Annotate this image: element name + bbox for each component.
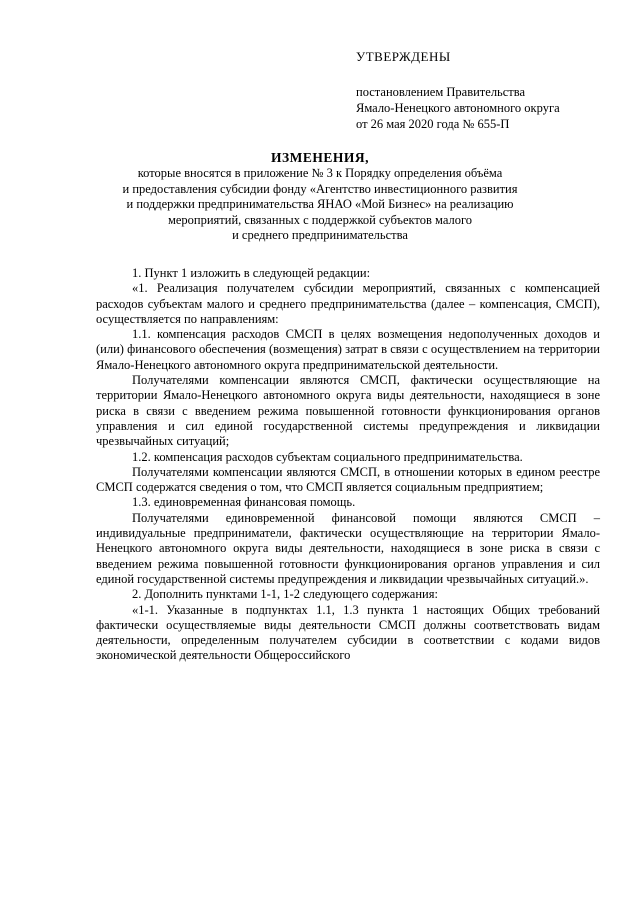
paragraph: «1-1. Указанные в подпунктах 1.1, 1.3 пункта 1 настоящих Общих требований фактически осуществляемые виды деятельности СМСП должны соответствовать видам деятельности, определенным получателем субсидии в соответствии с кодами видов экономической деятельности Общероссийского	[96, 602, 600, 663]
resolution-reference	[356, 84, 560, 132]
subtitle-line: и предоставления субсидии фонду «Агентство инвестиционного развития	[122, 181, 518, 196]
subtitle-line: и среднего предпринимательства	[232, 228, 408, 242]
paragraph: «1. Реализация получателем субсидии мероприятий, связанных с компенсацией расходов субъектам малого и среднего предпринимательства (далее – компенсация, СМСП), осуществляется по направлениям:	[96, 281, 600, 326]
document-body	[96, 266, 600, 664]
approval-stamp: УТВЕРЖДЕНЫ	[356, 49, 451, 64]
paragraph: Получателями компенсации являются СМСП, в отношении которых в едином реестре СМСП содержатся сведения о том, что СМСП является социальным предприятием;	[96, 464, 600, 495]
paragraph: 1.1. компенсация расходов СМСП в целях возмещения недополученных доходов и (или) финансового обеспечения (возмещения) затрат в связи с осуществлением на территории Ямало-Ненецкого автономного округа предпринимательской деятельности.	[96, 327, 600, 372]
document-subtitle	[0, 166, 640, 244]
paragraph: 1.3. единовременная финансовая помощь.	[132, 495, 356, 510]
paragraph: Получателями единовременной финансовой помощи являются СМСП – индивидуальные предприниматели, фактически осуществляющие на территории Ямало-Ненецкого автономного округа виды деятельности, находящиеся в зоне риска в связи с введением режима повышенной готовности функционирования органов управления и сил единой государственной системы предупреждения и ликвидации чрезвычайных ситуаций.».	[96, 510, 600, 586]
resolution-line: Ямало-Ненецкого автономного округа	[356, 101, 560, 115]
resolution-line: постановлением Правительства	[356, 85, 526, 99]
document-title: ИЗМЕНЕНИЯ,	[270, 150, 369, 165]
resolution-line: от 26 мая 2020 года № 655-П	[356, 117, 510, 131]
subtitle-line: и поддержки предпринимательства ЯНАО «Мой Бизнес» на реализацию	[126, 197, 514, 211]
paragraph: 2. Дополнить пунктами 1-1, 1-2 следующего содержания:	[132, 587, 438, 602]
paragraph: Получателями компенсации являются СМСП, фактически осуществляющие на территории Ямало-Ненецкого автономного округа виды деятельности, находящиеся в зоне риска в связи с введением режима повышенной готовности функционирования органов управления и сил единой государственной системы предупреждения и ликвидации чрезвычайных ситуаций;	[96, 373, 600, 449]
paragraph: 1. Пункт 1 изложить в следующей редакции:	[132, 266, 371, 280]
subtitle-line: которые вносятся в приложение № 3 к Порядку определения объёма	[137, 166, 503, 180]
subtitle-line: мероприятий, связанных с поддержкой субъектов малого	[167, 212, 473, 227]
paragraph: 1.2. компенсация расходов субъектам социального предпринимательства.	[132, 449, 523, 464]
